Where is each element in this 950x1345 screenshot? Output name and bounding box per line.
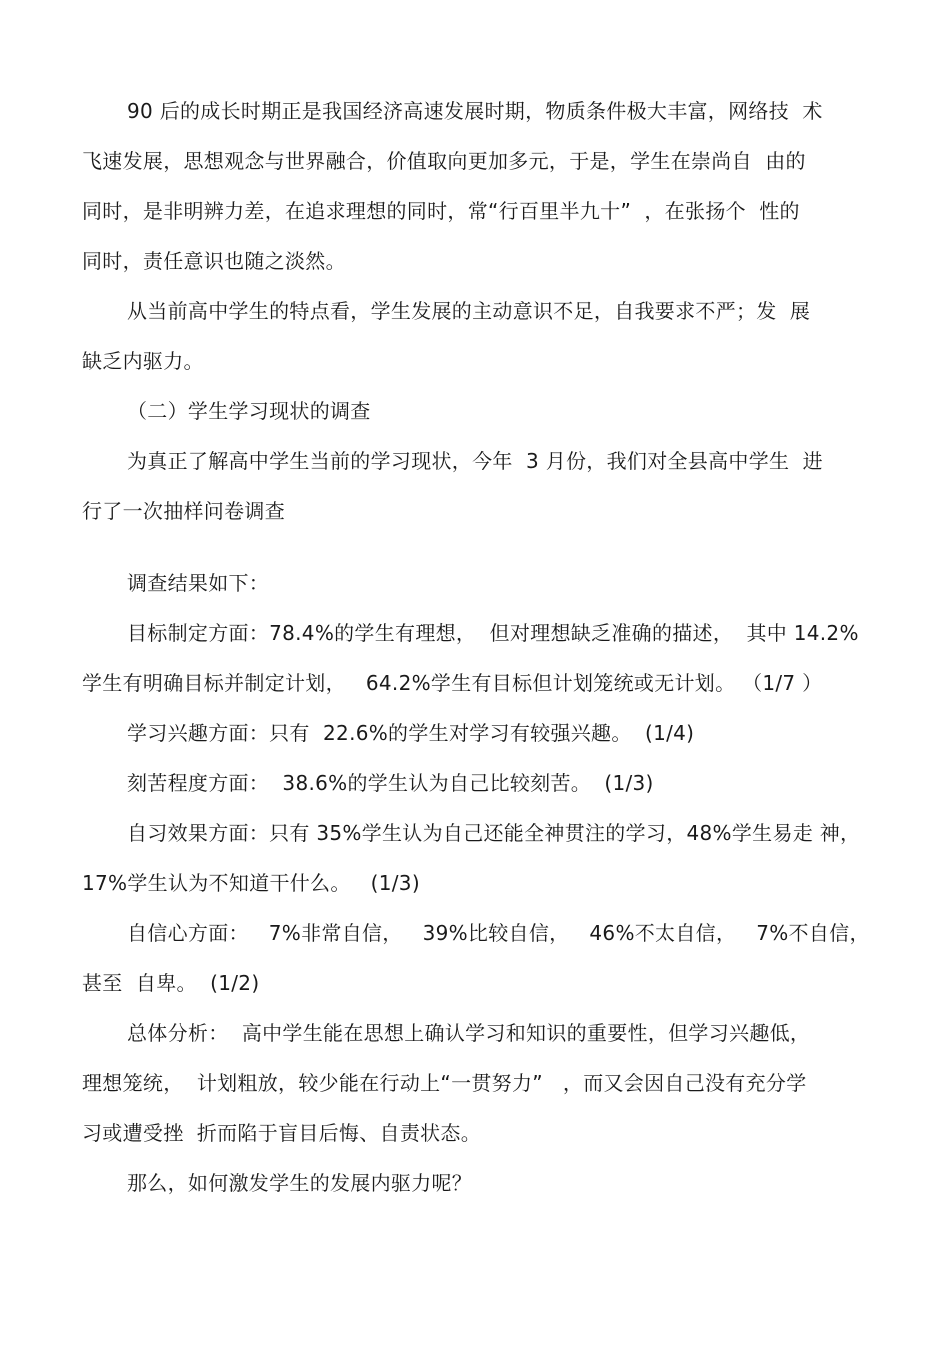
paragraph-line: 刻苦程度方面： 38.6%的学生认为自己比较刻苦。 (1/3): [127, 771, 654, 795]
paragraph-line: 90 后的成长时期正是我国经济高速发展时期，物质条件极大丰富，网络技 术: [127, 99, 823, 123]
paragraph-line: 自信心方面： 7%非常自信， 39%比较自信， 46%不太自信， 7%不自信，: [127, 921, 870, 945]
paragraph-line: 飞速发展，思想观念与世界融合，价值取向更加多元，于是，学生在崇尚自 由的: [82, 149, 806, 173]
paragraph-line: 那么，如何激发学生的发展内驱力呢？: [127, 1171, 473, 1195]
paragraph-line: 理想笼统， 计划粗放，较少能在行动上“一贯努力” ，而又会因自己没有充分学: [82, 1071, 807, 1095]
paragraph-line: 调查结果如下：: [127, 571, 270, 595]
paragraph-line: 行了一次抽样问卷调查: [82, 499, 285, 523]
paragraph-line: 学生有明确目标并制定计划， 64.2%学生有目标但计划笼统或无计划。 （1/7 ）: [82, 671, 823, 695]
paragraph-line: 总体分析： 高中学生能在思想上确认学习和知识的重要性，但学习兴趣低，: [127, 1021, 811, 1045]
paragraph-line: 学习兴趣方面：只有 22.6%的学生对学习有较强兴趣。 (1/4): [127, 721, 695, 745]
paragraph-line: 目标制定方面：78.4%的学生有理想， 但对理想缺乏准确的描述， 其中 14.2%: [127, 621, 859, 645]
paragraph-line: 甚至 自卑。 (1/2): [82, 971, 260, 995]
paragraph-line: 17%学生认为不知道干什么。 (1/3): [82, 871, 420, 895]
paragraph-line: 为真正了解高中学生当前的学习现状，今年 3 月份，我们对全县高中学生 进: [127, 449, 823, 473]
section-heading: （二）学生学习现状的调查: [127, 399, 371, 423]
paragraph-line: 自习效果方面：只有 35%学生认为自己还能全神贯注的学习，48%学生易走 神，: [127, 821, 861, 845]
paragraph-line: 从当前高中学生的特点看，学生发展的主动意识不足，自我要求不严；发 展: [127, 299, 811, 323]
paragraph-line: 同时，责任意识也随之淡然。: [82, 249, 346, 273]
paragraph-line: 习或遭受挫 折而陷于盲目后悔、自责状态。: [82, 1121, 482, 1145]
paragraph-line: 同时，是非明辨力差，在追求理想的同时，常“行百里半九十” ，在张扬个 性的: [82, 199, 800, 223]
paragraph-line: 缺乏内驱力。: [82, 349, 204, 373]
